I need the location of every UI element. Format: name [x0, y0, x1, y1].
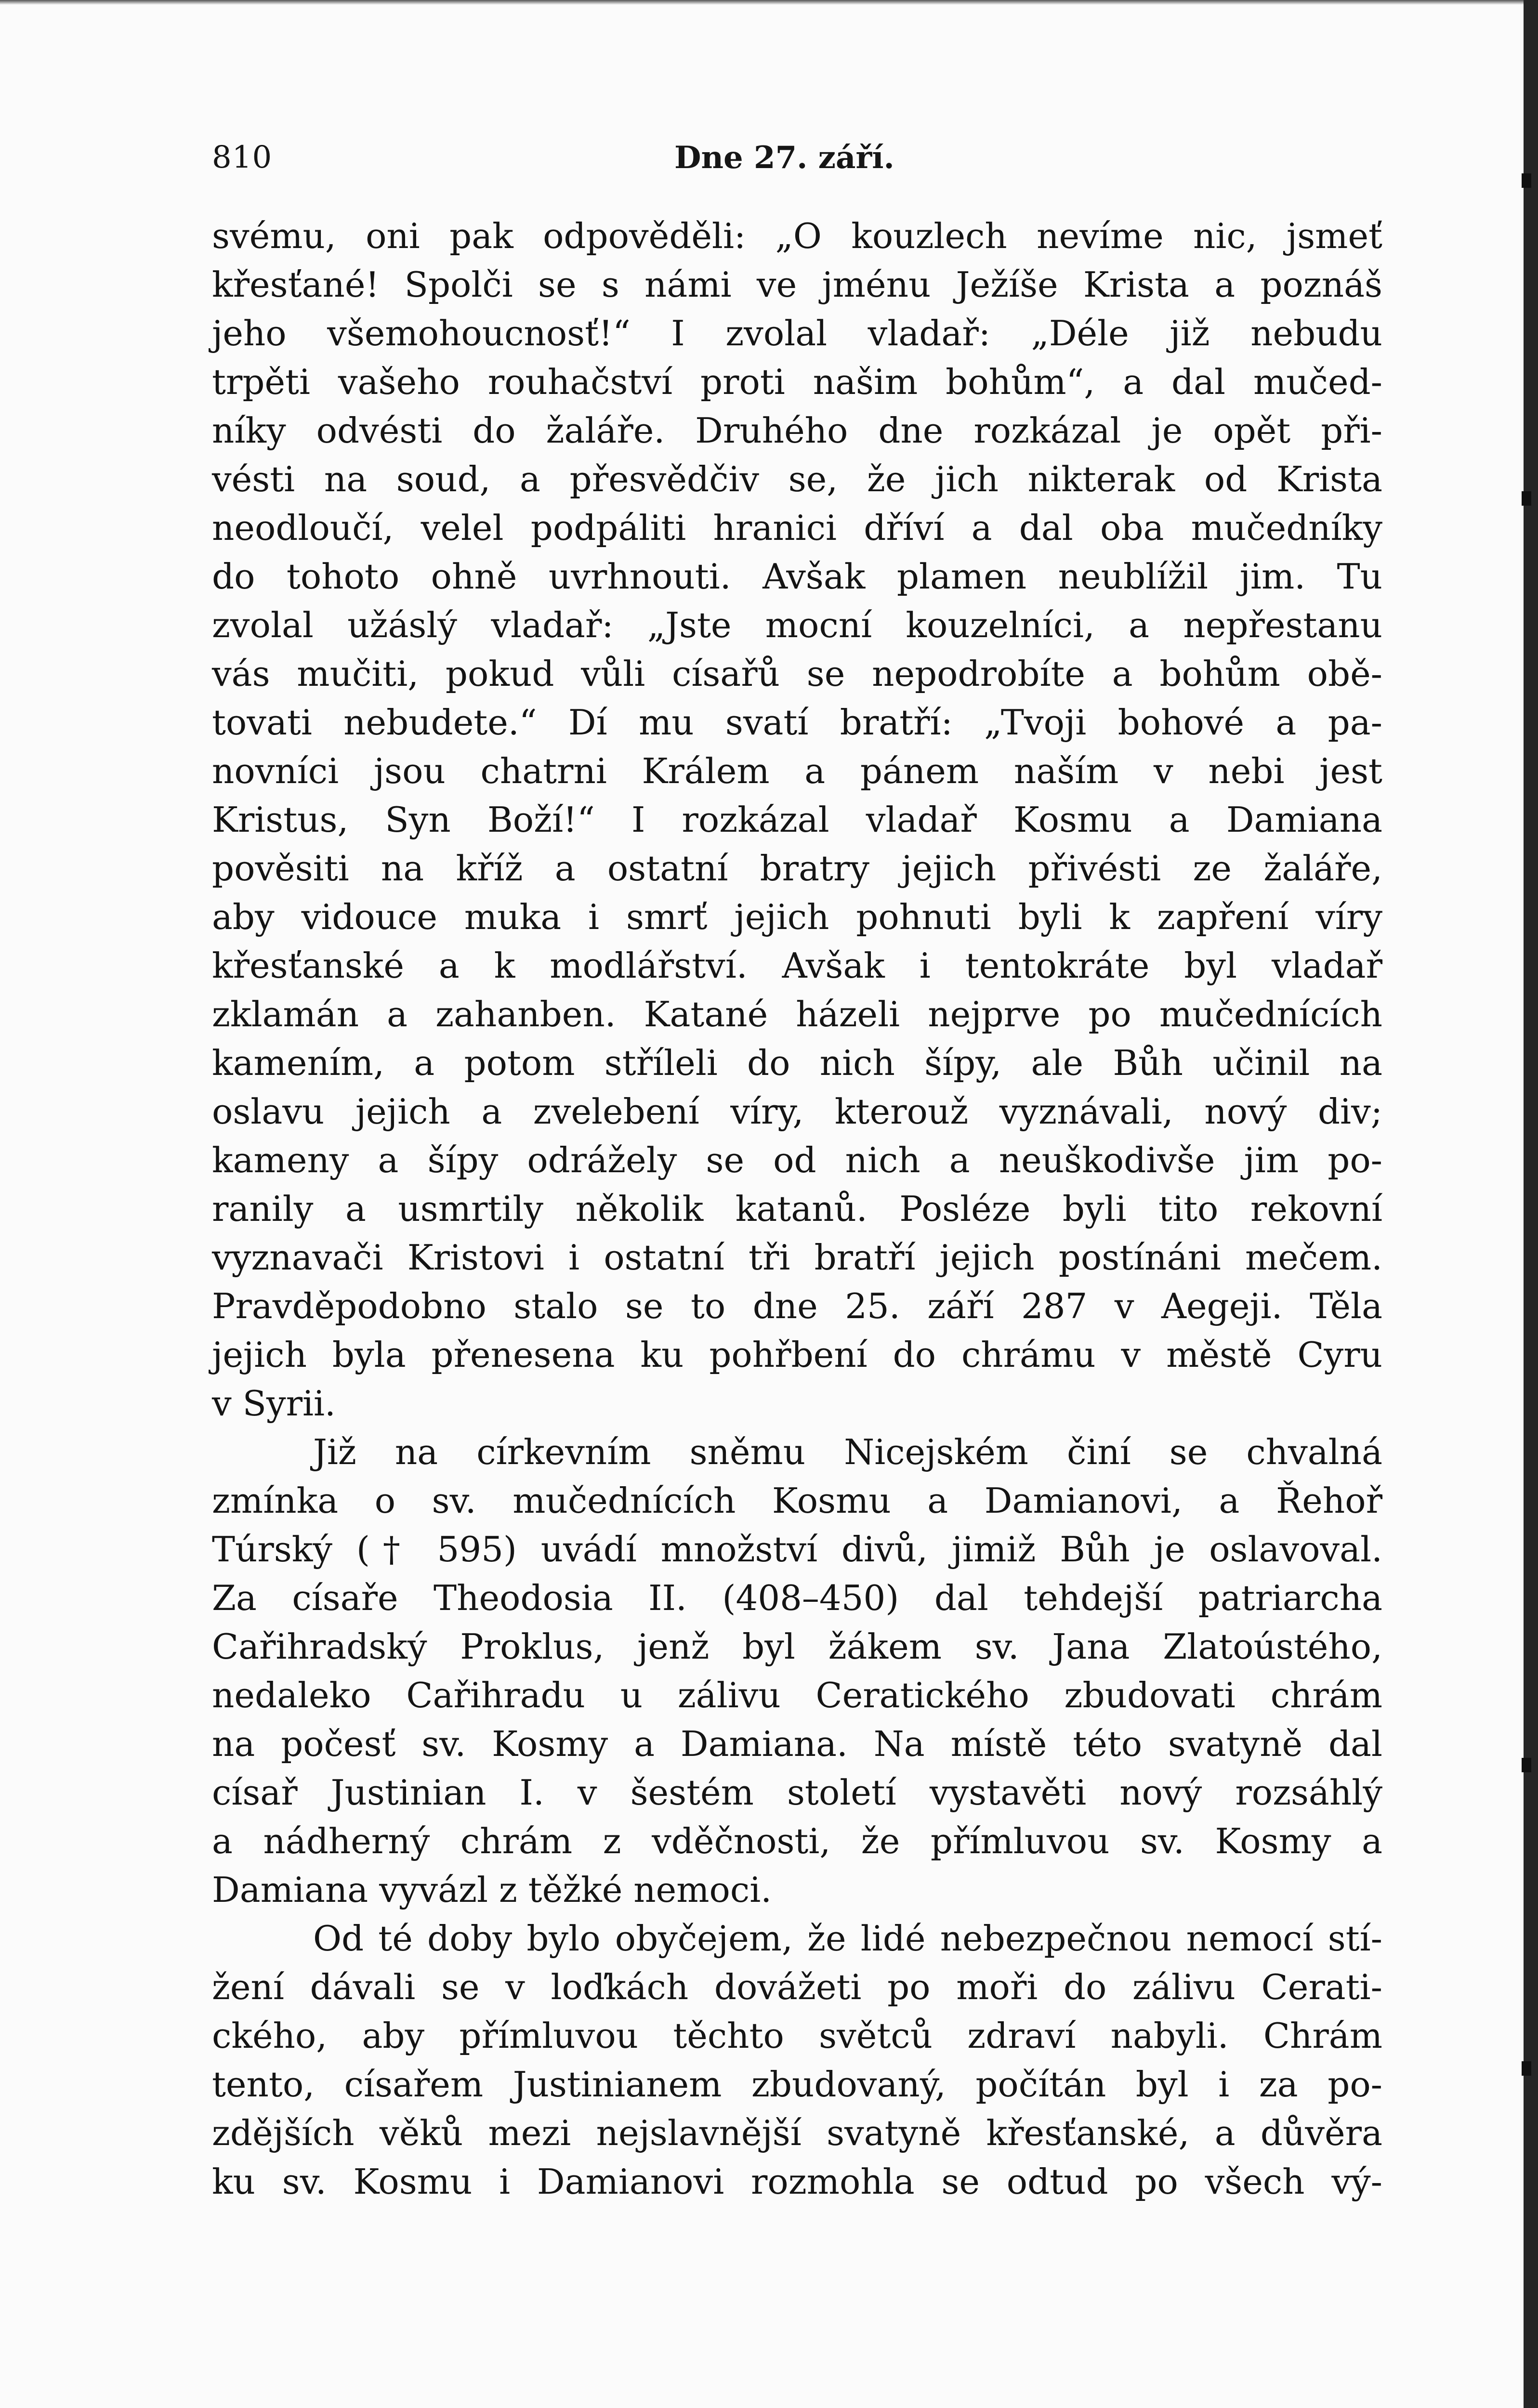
text-line: žení dávali se v loďkách dovážeti po moři do zálivu Cerati-: [212, 1967, 1382, 2007]
text-line: jeho všemohoucnosť!“ I zvolal vladař: „Déle již nebudu: [212, 313, 1382, 353]
text-line: pověsiti na kříž a ostatní bratry jejich přivésti ze žaláře,: [212, 848, 1382, 889]
running-head: [212, 130, 1382, 188]
text-line: Kristus, Syn Boží!“ I rozkázal vladař Kosmu a Damiana: [212, 799, 1382, 840]
edge-marks: [1522, 0, 1533, 2408]
text-line: nedaleko Cařihradu u zálivu Ceratického zbudovati chrám: [212, 1675, 1382, 1715]
edge-mark: [1522, 1758, 1531, 1772]
text-line: zdějších věků mezi nejslavnější svatyně křesťanské, a důvěra: [212, 2113, 1382, 2153]
text-line: Pravděpodobno stalo se to dne 25. září 287 v Aegeji. Těla: [212, 1286, 1382, 1326]
text-line: v Syrii.: [212, 1383, 336, 1424]
text-line: císař Justinian I. v šestém století vystavěti nový rozsáhlý: [212, 1772, 1382, 1813]
text-line: Již na církevním sněmu Nicejském činí se chvalná: [313, 1432, 1382, 1472]
text-line: zvolal užáslý vladař: „Jste mocní kouzelníci, a nepřestanu: [212, 605, 1382, 645]
text-line: ckého, aby přímluvou těchto světců zdraví nabyli. Chrám: [212, 2015, 1382, 2056]
text-line: zmínka o sv. mučednících Kosmu a Damianovi, a Řehoř: [212, 1480, 1382, 1521]
page-date-heading: Dne 27. září.: [674, 140, 894, 176]
page-number: 810: [212, 140, 273, 175]
text-line: křesťanské a k modlářství. Avšak i tentokráte byl vladař: [212, 945, 1382, 986]
text-line: na počesť sv. Kosmy a Damiana. Na místě této svatyně dal: [212, 1724, 1382, 1764]
text-line: svému, oni pak odpověděli: „O kouzlech nevíme nic, jsmeť: [212, 216, 1382, 256]
text-line: ranily a usmrtily několik katanů. Posléze byli tito rekovní: [212, 1189, 1382, 1229]
text-line: ku sv. Kosmu i Damianovi rozmohla se odtud po všech vý-: [212, 2161, 1382, 2202]
text-line: tovati nebudete.“ Dí mu svatí bratří: „Tvoji bohové a pa-: [212, 702, 1382, 743]
text-line: aby vidouce muka i smrť jejich pohnuti byli k zapření víry: [212, 897, 1382, 937]
text-line: vás mučiti, pokud vůli císařů se nepodrobíte a bohům obě-: [212, 654, 1382, 694]
text-line: Túrský († 595) uvádí množství divů, jimiž Bůh je oslavoval.: [212, 1529, 1382, 1570]
text-line: vésti na soud, a přesvědčiv se, že jich nikterak od Krista: [212, 459, 1382, 499]
text-line: a nádherný chrám z vděčnosti, že přímluvou sv. Kosmy a: [212, 1821, 1382, 1861]
text-line: Za císaře Theodosia II. (408–450) dal tehdejší patriarcha: [212, 1578, 1382, 1618]
text-line: trpěti vašeho rouhačství proti našim bohům“, a dal mučed-: [212, 362, 1382, 402]
text-line: křesťané! Spolči se s námi ve jménu Ježíše Krista a poznáš: [212, 264, 1382, 305]
text-line: jejich byla přenesena ku pohřbení do chrámu v městě Cyru: [212, 1335, 1382, 1375]
edge-mark: [1522, 2061, 1531, 2076]
text-line: tento, císařem Justinianem zbudovaný, počítán byl i za po-: [212, 2064, 1382, 2105]
body-text: [212, 212, 1382, 2206]
text-line: novníci jsou chatrni Králem a pánem naším v nebi jest: [212, 751, 1382, 791]
edge-mark: [1522, 173, 1531, 188]
text-line: Damiana vyvázl z těžké nemoci.: [212, 1870, 772, 1910]
edge-mark: [1522, 491, 1531, 506]
text-line: Od té doby bylo obyčejem, že lidé nebezpečnou nemocí stí-: [313, 1918, 1382, 1959]
text-line: neodloučí, velel podpáliti hranici dříví a dal oba mučedníky: [212, 508, 1382, 548]
top-edge-shadow: [0, 0, 1538, 5]
text-line: kameny a šípy odrážely se od nich a neuškodivše jim po-: [212, 1140, 1382, 1180]
text-line: níky odvésti do žaláře. Druhého dne rozkázal je opět při-: [212, 410, 1382, 451]
text-line: Cařihradský Proklus, jenž byl žákem sv. Jana Zlatoústého,: [212, 1626, 1382, 1667]
text-line: kamením, a potom stříleli do nich šípy, ale Bůh učinil na: [212, 1043, 1382, 1083]
text-line: oslavu jejich a zvelebení víry, kterouž vyznávali, nový div;: [212, 1091, 1382, 1132]
text-line: do tohoto ohně uvrhnouti. Avšak plamen neublížil jim. Tu: [212, 556, 1382, 597]
text-line: zklamán a zahanben. Katané házeli nejprve po mučednících: [212, 994, 1382, 1034]
text-line: vyznavači Kristovi i ostatní tři bratří jejich postínáni mečem.: [212, 1237, 1382, 1278]
